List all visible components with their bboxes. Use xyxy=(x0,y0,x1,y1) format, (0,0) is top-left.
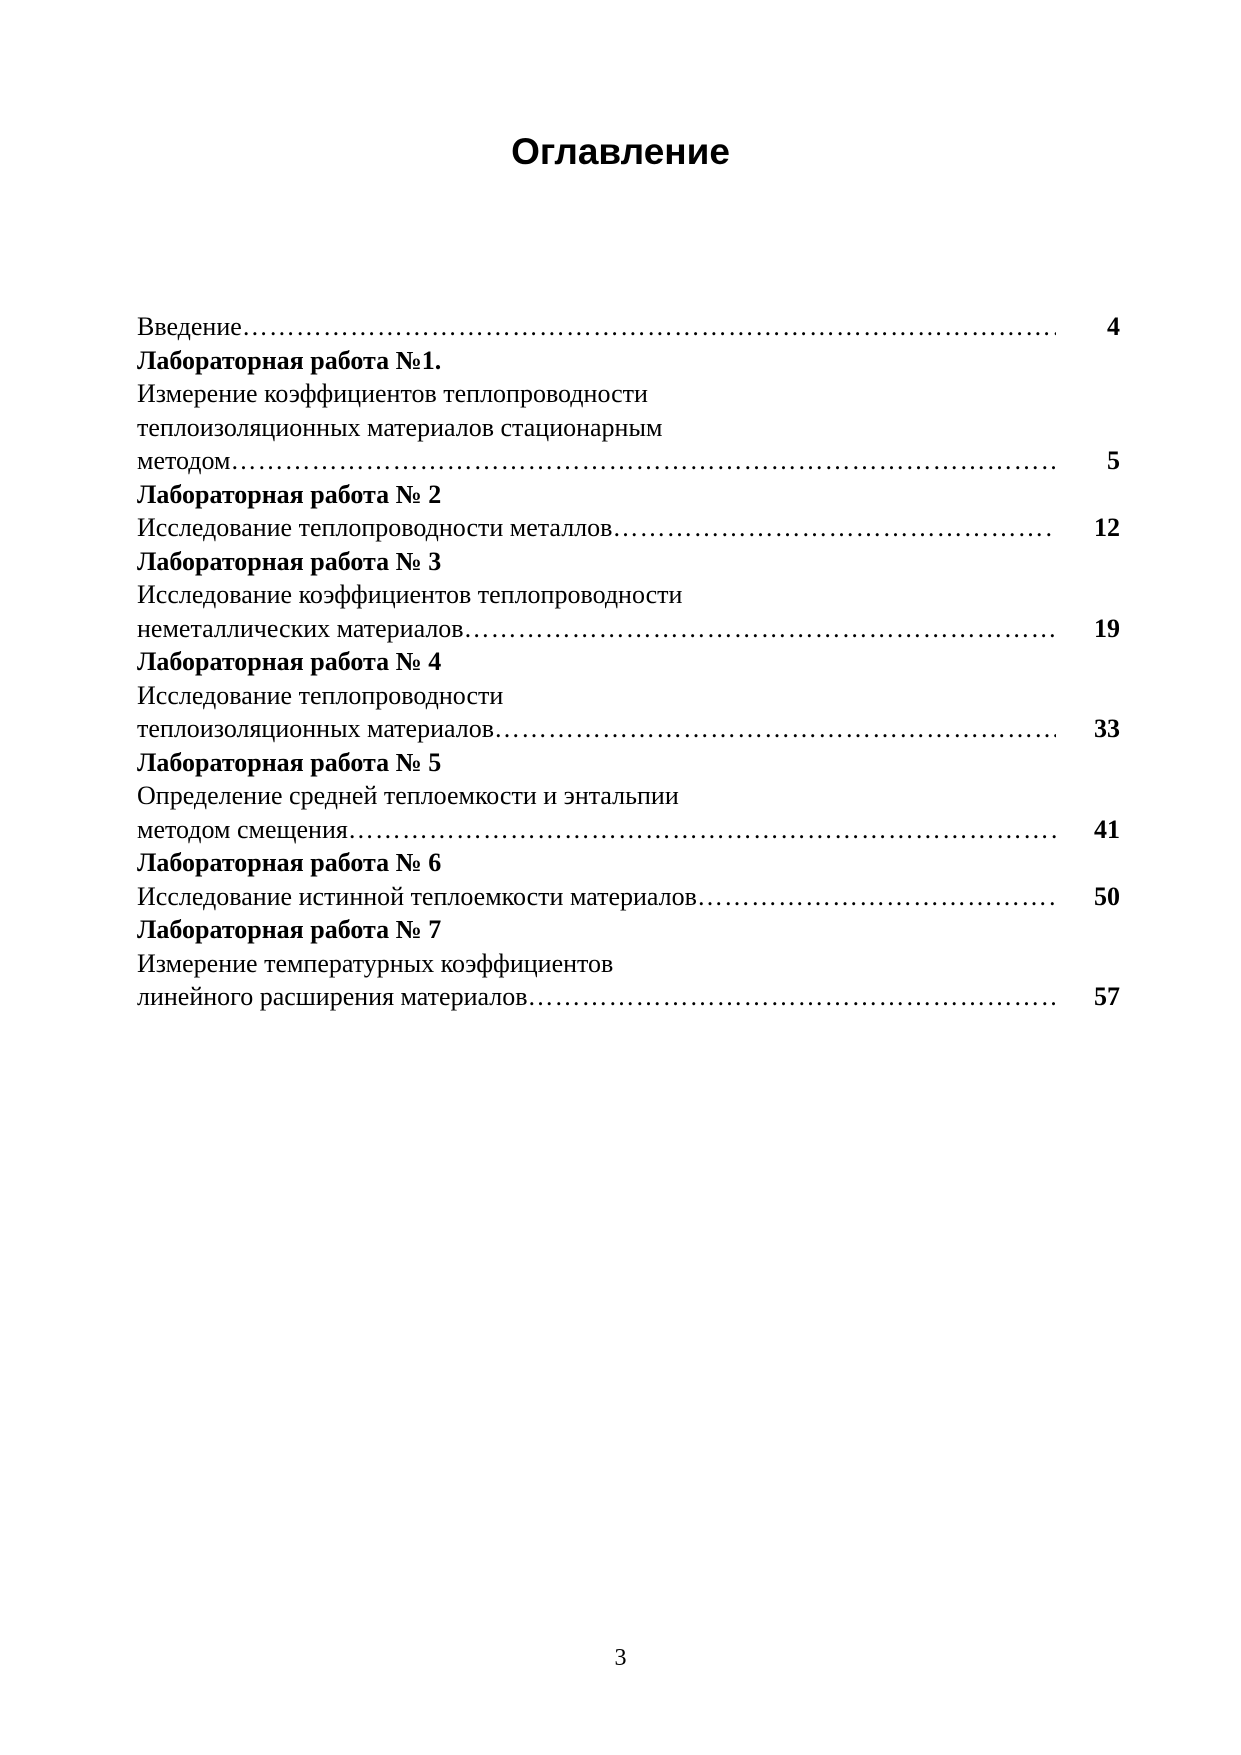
toc-entry-title: линейного расширения материалов xyxy=(137,982,528,1011)
toc-entry-title: Введение xyxy=(137,312,242,341)
dot-leader xyxy=(494,712,1056,746)
toc-page-number: 19 xyxy=(1094,613,1120,643)
toc-page-number: 12 xyxy=(1094,513,1120,542)
toc-entry-title: теплоизоляционных материалов xyxy=(137,714,495,743)
dot-leader xyxy=(464,612,1056,646)
toc-entry-intro[interactable] xyxy=(137,310,1120,344)
toc-entry-title: Исследование истинной теплоемкости материалов xyxy=(137,881,697,911)
toc-entry-lab3[interactable] xyxy=(137,612,1120,646)
dot-leader xyxy=(612,511,1056,545)
toc-entry-lab5[interactable] xyxy=(137,813,1120,847)
toc-page-number: 41 xyxy=(1094,814,1120,844)
toc-page-number: 57 xyxy=(1094,982,1120,1011)
toc-page-number: 5 xyxy=(1107,446,1120,475)
dot-leader xyxy=(242,310,1056,344)
dot-leader xyxy=(528,980,1056,1014)
toc-page-number: 4 xyxy=(1107,312,1120,341)
toc-entry-title: неметаллических материалов xyxy=(137,613,464,643)
table-of-contents xyxy=(137,310,1120,1014)
toc-entry-lab1[interactable] xyxy=(137,444,1120,478)
toc-heading-lab6: Лабораторная работа № 6 xyxy=(137,848,442,877)
toc-entry-lab6[interactable] xyxy=(137,880,1120,914)
toc-subtitle-line: Измерение температурных коэффициентов xyxy=(137,948,614,978)
dot-leader xyxy=(230,444,1056,478)
toc-entry-title: Исследование теплопроводности металлов xyxy=(137,513,613,542)
toc-heading-lab4: Лабораторная работа № 4 xyxy=(137,647,442,676)
toc-subtitle-line: Исследование теплопроводности xyxy=(137,680,504,710)
toc-entry-title: методом смещения xyxy=(137,814,348,844)
page-number: 3 xyxy=(614,1645,627,1671)
toc-heading-lab3: Лабораторная работа № 3 xyxy=(137,546,442,576)
toc-subtitle-line: теплоизоляционных материалов стационарным xyxy=(137,412,663,442)
toc-subtitle-line: Определение средней теплоемкости и энтальпии xyxy=(137,781,679,810)
toc-heading-lab7: Лабораторная работа № 7 xyxy=(137,915,442,944)
toc-heading-lab1: Лабораторная работа №1. xyxy=(137,345,442,375)
toc-heading-lab2: Лабораторная работа № 2 xyxy=(137,479,442,509)
toc-entry-title: методом xyxy=(137,446,231,475)
toc-subtitle-line: Измерение коэффициентов теплопроводности xyxy=(137,379,648,408)
toc-entry-lab4[interactable] xyxy=(137,712,1120,746)
dot-leader xyxy=(697,880,1056,914)
toc-page-number: 50 xyxy=(1094,881,1120,911)
toc-subtitle-line: Исследование коэффициентов теплопроводности xyxy=(137,580,683,609)
toc-heading-lab5: Лабораторная работа № 5 xyxy=(137,747,442,777)
toc-page-number: 33 xyxy=(1094,714,1120,743)
page-title: Оглавление xyxy=(511,131,730,172)
dot-leader xyxy=(348,813,1056,847)
toc-entry-lab7[interactable] xyxy=(137,980,1120,1014)
toc-entry-lab2[interactable] xyxy=(137,511,1120,545)
